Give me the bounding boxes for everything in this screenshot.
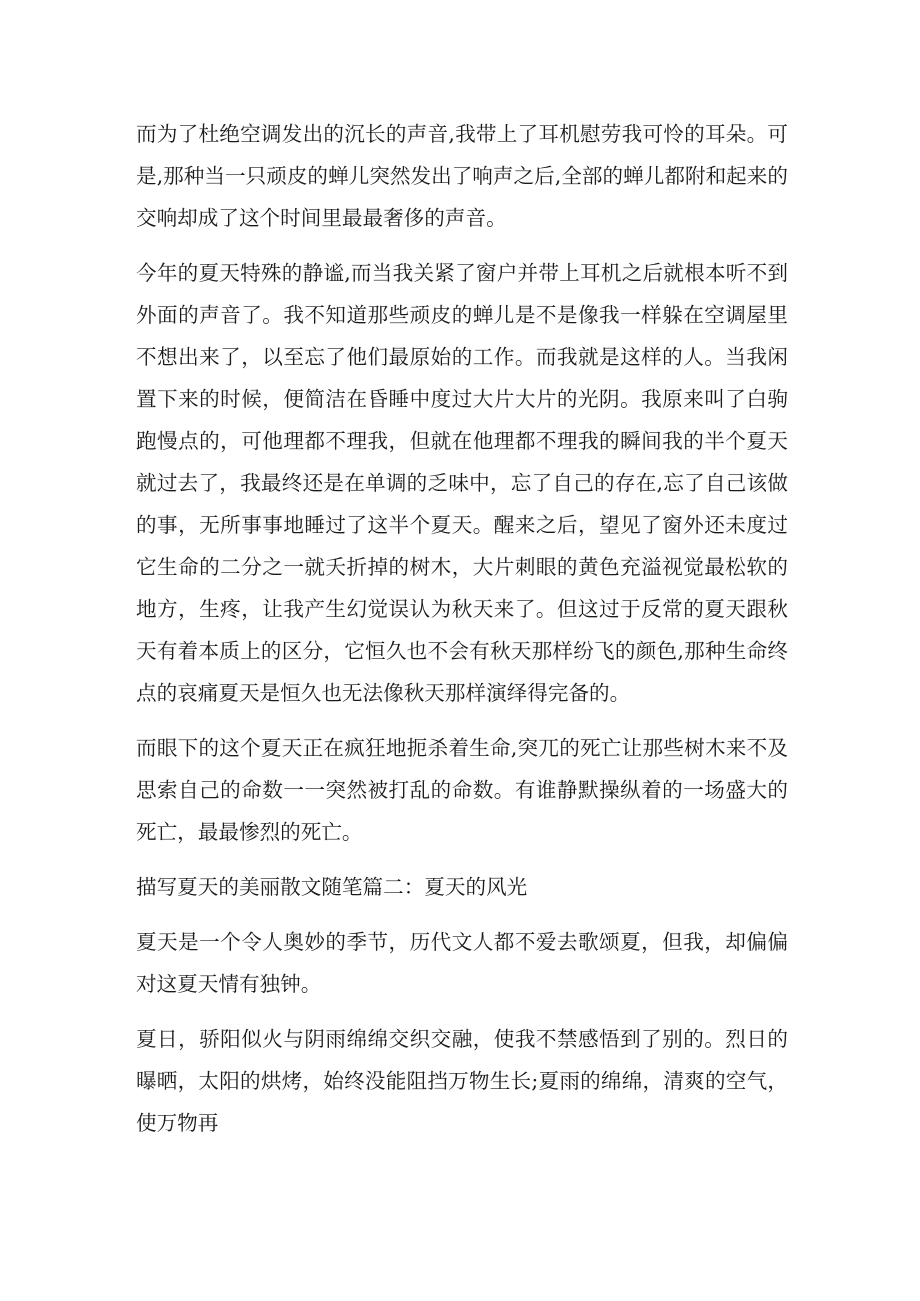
paragraph-death: 而眼下的这个夏天正在疯狂地扼杀着生命,突兀的死亡让那些树木来不及思索自己的命数一一突然被打乱的命数。有谁静默操纵着的一场盛大的死亡，最最惨烈的死亡。 xyxy=(136,736,788,844)
section-heading: 描写夏天的美丽散文随笔篇二：夏天的风光 xyxy=(136,875,528,899)
paragraph-cicada-sound: 而为了杜绝空调发出的沉长的声音,我带上了耳机慰劳我可怜的耳朵。可是,那种当一只顽皮的蝉儿突然发出了响声之后,全部的蝉儿都附和起来的交响却成了这个时间里最最奢侈的声音。 xyxy=(136,122,788,230)
paragraph-summer-season: 夏天是一个令人奥妙的季节，历代文人都不爱去歌颂夏，但我，却偏偏对这夏天情有独钟。 xyxy=(136,930,788,996)
paragraph-summer-days: 夏日，骄阳似火与阴雨绵绵交织交融，使我不禁感悟到了别的。烈日的曝晒，太阳的烘烤，始终没能阻挡万物生长;夏雨的绵绵，清爽的空气，使万物再 xyxy=(136,1027,788,1135)
paragraph-quiet-summer: 今年的夏天特殊的静谧,而当我关紧了窗户并带上耳机之后就根本听不到外面的声音了。我不知道那些顽皮的蝉儿是不是像我一样躲在空调屋里不想出来了，以至忘了他们最原始的工作。而我就是这样的人。当我闲置下来的时候，便简洁在昏睡中度过大片大片的光阴。我原来叫了白驹跑慢点的，可他理都不理我，但就在他理都不理我的瞬间我的半个夏天就过去了，我最终还是在单调的乏味中，忘了自己的存在,忘了自己该做的事，无所事事地睡过了这半个夏天。醒来之后，望见了窗外还未度过它生命的二分之一就夭折掉的树木，大片刺眼的黄色充溢视觉最松软的地方，生疼，让我产生幻觉误认为秋天来了。但这过于反常的夏天跟秋天有着本质上的区分，它恒久也不会有秋天那样纷飞的颜色,那种生命终点的哀痛夏天是恒久也无法像秋天那样演绎得完备的。 xyxy=(136,261,788,705)
document-body xyxy=(136,113,788,1157)
